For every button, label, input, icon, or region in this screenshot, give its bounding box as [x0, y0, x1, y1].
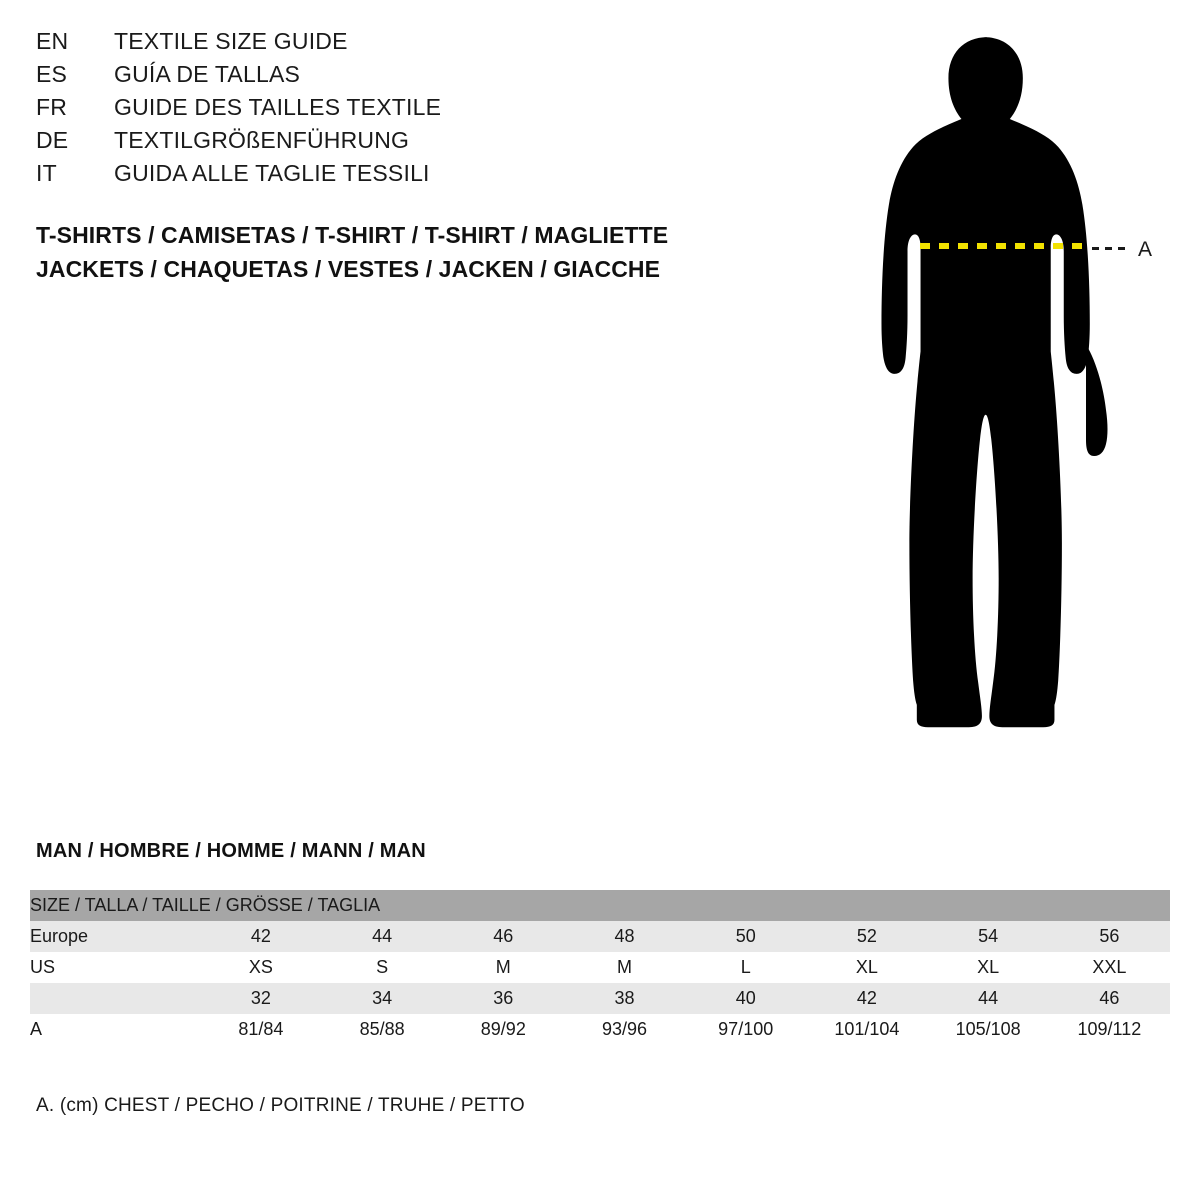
measure-leader-line [1092, 247, 1130, 250]
table-cell: 56 [1049, 921, 1170, 952]
row-label: A [30, 1014, 200, 1045]
measure-label-a: A [1138, 238, 1153, 261]
garment-category-jackets: JACKETS / CHAQUETAS / VESTES / JACKEN / GIACCHE [36, 256, 661, 282]
table-cell: XL [928, 952, 1049, 983]
table-cell: M [443, 952, 564, 983]
table-cell: L [685, 952, 806, 983]
table-row [30, 952, 1170, 983]
language-text: GUIDA ALLE TAGLIE TESSILI [114, 160, 430, 186]
table-cell: 48 [564, 921, 685, 952]
table-cell: 101/104 [806, 1014, 927, 1045]
garment-category-list [36, 218, 796, 286]
table-cell: 44 [322, 921, 443, 952]
language-code: IT [36, 160, 57, 186]
table-cell: 54 [928, 921, 1049, 952]
language-code: FR [36, 94, 68, 120]
table-cell: 93/96 [564, 1014, 685, 1045]
table-cell: 42 [200, 921, 321, 952]
language-row [36, 28, 756, 61]
table-cell: 42 [806, 983, 927, 1014]
table-cell: 46 [1049, 983, 1170, 1014]
table-cell: 97/100 [685, 1014, 806, 1045]
table-cell: XL [806, 952, 927, 983]
table-cell: M [564, 952, 685, 983]
table-section-title: MAN / HOMBRE / HOMME / MANN / MAN [36, 840, 426, 862]
table-cell: 34 [322, 983, 443, 1014]
language-text: GUIDE DES TAILLES TEXTILE [114, 94, 442, 120]
language-row [36, 160, 756, 193]
language-row [36, 127, 756, 160]
table-cell: 36 [443, 983, 564, 1014]
measurement-footnote: A. (cm) CHEST / PECHO / POITRINE / TRUHE / PETTO [36, 1095, 525, 1116]
table-cell: 50 [685, 921, 806, 952]
table-cell: 81/84 [200, 1014, 321, 1045]
language-text: TEXTILE SIZE GUIDE [114, 28, 348, 54]
table-cell: 52 [806, 921, 927, 952]
table-cell: 44 [928, 983, 1049, 1014]
table-cell: 32 [200, 983, 321, 1014]
language-list [36, 28, 756, 193]
language-text: TEXTILGRÖßENFÜHRUNG [114, 127, 410, 153]
garment-category-tshirts: T-SHIRTS / CAMISETAS / T-SHIRT / T-SHIRT / MAGLIETTE [36, 222, 669, 248]
table-row [30, 1014, 1170, 1045]
size-table [30, 890, 1170, 1045]
table-cell: XS [200, 952, 321, 983]
table-header-row [30, 890, 1170, 921]
language-row [36, 94, 756, 127]
body-silhouette-figure [820, 18, 1180, 788]
row-label [30, 983, 200, 1014]
table-cell: S [322, 952, 443, 983]
table-cell: 85/88 [322, 1014, 443, 1045]
language-code: EN [36, 28, 69, 54]
table-cell: 89/92 [443, 1014, 564, 1045]
male-silhouette-icon [820, 18, 1180, 788]
language-code: DE [36, 127, 69, 153]
table-row [30, 983, 1170, 1014]
table-cell: 105/108 [928, 1014, 1049, 1045]
table-cell: 40 [685, 983, 806, 1014]
table-cell: 109/112 [1049, 1014, 1170, 1045]
row-label: US [30, 952, 200, 983]
language-code: ES [36, 61, 68, 87]
row-label: Europe [30, 921, 200, 952]
table-cell: 46 [443, 921, 564, 952]
table-header-label: SIZE / TALLA / TAILLE / GRÖSSE / TAGLIA [30, 890, 1170, 921]
table-row [30, 921, 1170, 952]
language-row [36, 61, 756, 94]
table-cell: 38 [564, 983, 685, 1014]
table-cell: XXL [1049, 952, 1170, 983]
language-text: GUÍA DE TALLAS [114, 61, 301, 87]
